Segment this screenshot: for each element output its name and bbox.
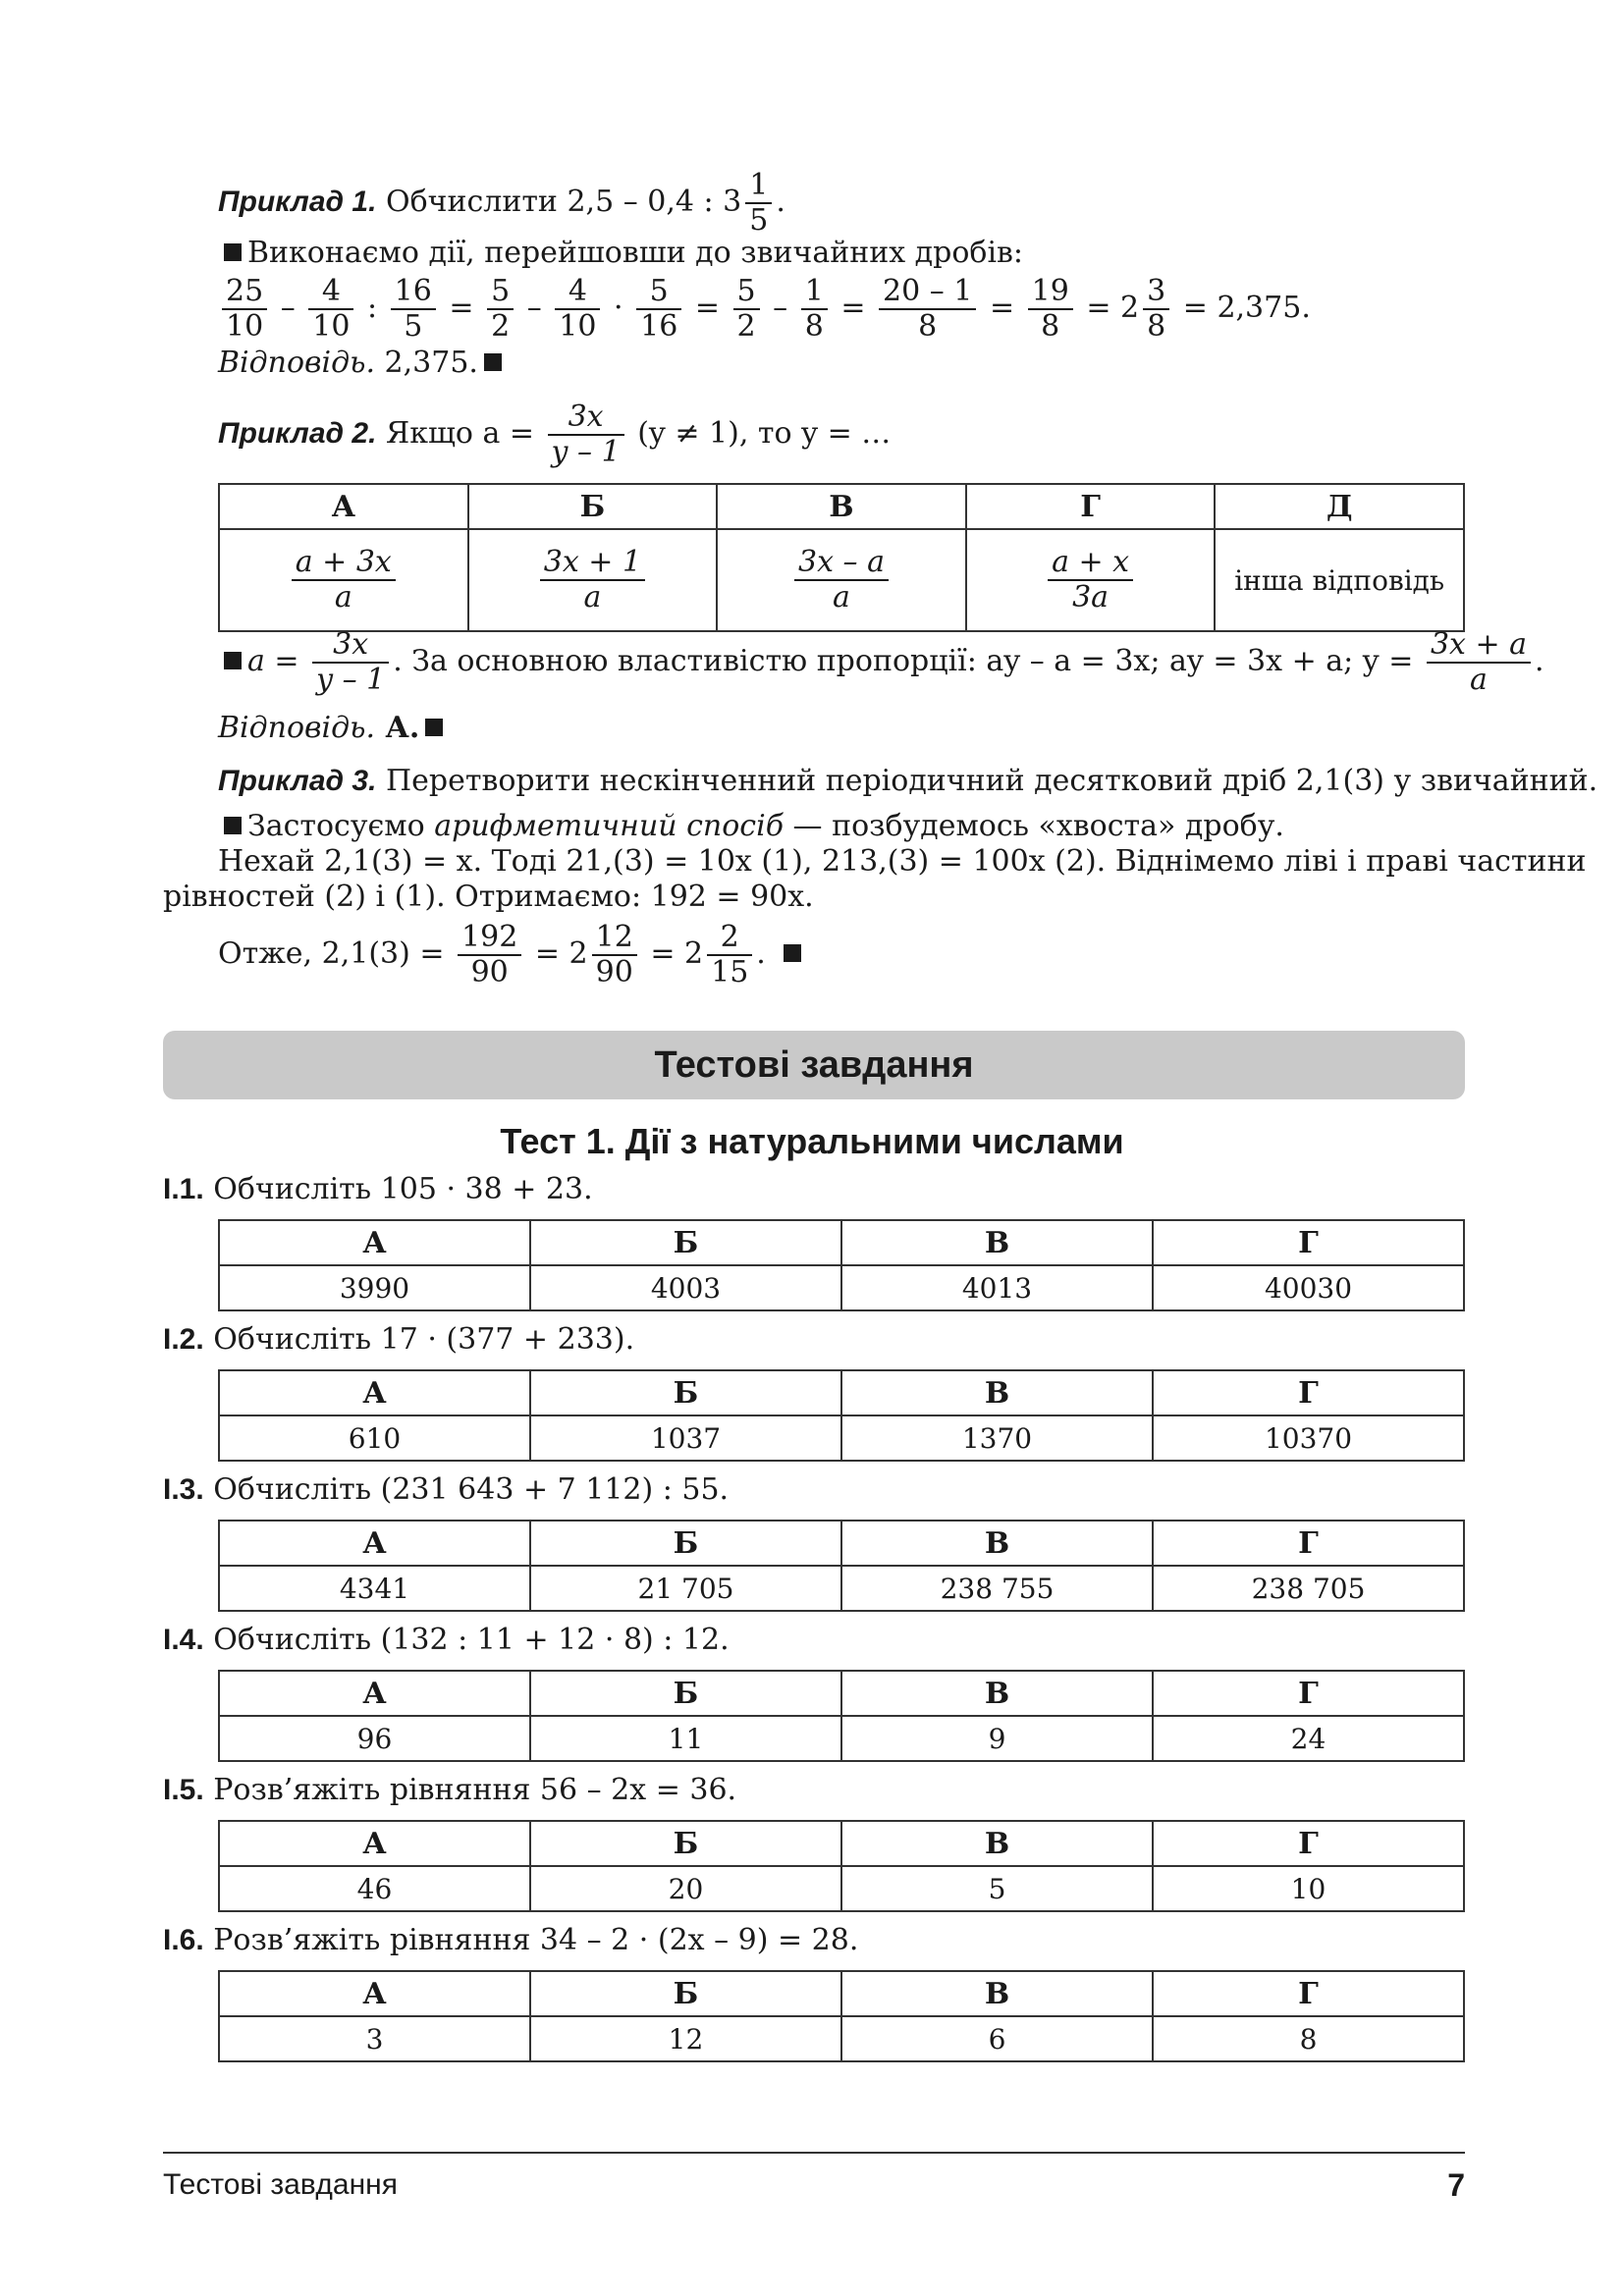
option-header-v: В	[841, 1971, 1153, 2016]
option-a	[219, 529, 468, 631]
question-number: I.4.	[163, 1624, 204, 1656]
solution-start-square-icon	[224, 817, 242, 834]
operator: :	[367, 291, 378, 325]
fraction	[312, 628, 389, 697]
fraction	[540, 546, 645, 614]
denominator: y – 1	[316, 663, 386, 697]
solution-start-square-icon	[224, 652, 242, 669]
option-value-g: 10	[1153, 1866, 1464, 1911]
option-header-a: А	[219, 1220, 530, 1265]
solution-end-square-icon	[484, 353, 502, 371]
operator: ·	[614, 291, 623, 325]
option-header-g: Г	[1153, 1971, 1464, 2016]
operator: =	[989, 291, 1015, 325]
fraction	[487, 275, 514, 344]
example-2-solution	[218, 628, 1544, 697]
answer-value: 2,375.	[374, 346, 478, 380]
fraction	[308, 275, 353, 344]
question-1	[163, 1170, 593, 1209]
option-header-a: А	[219, 484, 468, 529]
operator: =	[449, 291, 474, 325]
numerator: 3x + 1	[540, 546, 645, 581]
option-d: інша відповідь	[1215, 529, 1464, 631]
fraction	[879, 275, 976, 344]
option-g	[966, 529, 1216, 631]
answer-label: Відповідь.	[218, 346, 375, 380]
option-header-b: Б	[530, 1220, 841, 1265]
operator: =	[694, 291, 720, 325]
option-value-g: 238 705	[1153, 1566, 1464, 1611]
option-header-d: Д	[1215, 484, 1464, 529]
option-header-b: Б	[530, 1671, 841, 1716]
option-value-b: 11	[530, 1716, 841, 1761]
numerator: 20 – 1	[879, 275, 976, 310]
denominator: 2	[491, 309, 511, 344]
option-header-v: В	[841, 1370, 1153, 1415]
denominator: 8	[1147, 309, 1166, 344]
method-name: арифметичний спосіб	[434, 809, 785, 843]
numerator: 16	[391, 275, 436, 310]
example-2-label: Приклад 2.	[218, 417, 377, 450]
numerator: 3x + a	[1427, 628, 1531, 664]
example-1-solution-intro	[218, 234, 1023, 273]
intro-text-end: — позбудемось «хвоста» дробу.	[784, 809, 1284, 843]
conclusion-prefix: Отже, 2,1(3) =	[218, 936, 455, 971]
operator: = 2	[1086, 291, 1140, 325]
option-header-b: Б	[468, 484, 718, 529]
option-header-a: А	[219, 1971, 530, 2016]
option-value-b: 20	[530, 1866, 841, 1911]
option-header-b: Б	[530, 1370, 841, 1415]
numerator: 2	[707, 921, 752, 956]
numerator: 3x	[312, 628, 389, 664]
denominator: 15	[711, 955, 749, 989]
question-number: I.2.	[163, 1323, 204, 1356]
denominator: 5	[404, 309, 423, 344]
option-header-a: А	[219, 1370, 530, 1415]
option-header-v: В	[841, 1671, 1153, 1716]
numerator: 12	[592, 921, 637, 956]
option-header-a: А	[219, 1671, 530, 1716]
question-4-answer-table	[218, 1670, 1465, 1762]
denominator: 10	[312, 309, 351, 344]
fraction	[1143, 275, 1169, 344]
denominator: 5	[749, 203, 769, 238]
numerator: 4	[555, 275, 600, 310]
example-3-task	[218, 762, 1597, 801]
question-text: Обчисліть (231 643 + 7 112) : 55.	[203, 1472, 730, 1507]
denominator: 8	[804, 309, 824, 344]
example-3-solution-intro	[218, 807, 1284, 846]
numerator: 3	[1143, 275, 1169, 310]
example-1-label: Приклад 1.	[218, 186, 377, 218]
option-value-b: 1037	[530, 1415, 841, 1461]
option-value-b: 4003	[530, 1265, 841, 1310]
option-b	[468, 529, 718, 631]
numerator: 3x – a	[794, 546, 889, 581]
question-2-answer-table	[218, 1369, 1465, 1462]
denominator: 8	[1041, 309, 1060, 344]
option-header-g: Г	[1153, 1370, 1464, 1415]
question-5	[163, 1771, 736, 1810]
option-value-v: 238 755	[841, 1566, 1153, 1611]
option-value-g: 40030	[1153, 1265, 1464, 1310]
question-4	[163, 1621, 730, 1660]
numerator: 5	[487, 275, 514, 310]
option-header-a: А	[219, 1821, 530, 1866]
example-1-answer	[218, 344, 508, 383]
question-6-answer-table	[218, 1970, 1465, 2062]
task-text: Якщо a =	[385, 416, 544, 451]
example-3-line-2: рівностей (2) і (1). Отримаємо: 192 = 90x.	[163, 880, 814, 914]
denominator: 10	[226, 309, 264, 344]
denominator: 3a	[1072, 580, 1110, 614]
option-header-b: Б	[530, 1521, 841, 1566]
option-value-b: 12	[530, 2016, 841, 2061]
example-3-conclusion	[218, 921, 807, 989]
example-3-label: Приклад 3.	[218, 765, 377, 797]
option-header-v: В	[717, 484, 966, 529]
operator: =	[840, 291, 866, 325]
example-2-task	[218, 400, 891, 469]
option-header-g: Г	[1153, 1220, 1464, 1265]
fraction	[458, 921, 521, 989]
option-value-a: 96	[219, 1716, 530, 1761]
numerator: 19	[1028, 275, 1073, 310]
option-header-g: Г	[1153, 1521, 1464, 1566]
section-banner: Тестові завдання	[163, 1031, 1465, 1099]
option-header-a: А	[219, 1521, 530, 1566]
question-5-answer-table	[218, 1820, 1465, 1912]
question-3-answer-table	[218, 1520, 1465, 1612]
task-text: Перетворити нескінченний періодичний десятковий дріб 2,1(3) у звичайний.	[376, 764, 1598, 798]
result: = 2,375.	[1182, 291, 1311, 325]
question-number: I.1.	[163, 1173, 204, 1205]
denominator: a	[1470, 663, 1488, 697]
option-value-a: 46	[219, 1866, 530, 1911]
solution-end-square-icon	[425, 719, 443, 736]
question-number: I.5.	[163, 1774, 204, 1806]
solution-end-square-icon	[784, 944, 801, 962]
fraction	[1427, 628, 1531, 697]
question-number: I.6.	[163, 1924, 204, 1956]
option-header-v: В	[841, 1821, 1153, 1866]
option-value-v: 6	[841, 2016, 1153, 2061]
option-value-g: 10370	[1153, 1415, 1464, 1461]
option-value-a: 610	[219, 1415, 530, 1461]
question-3	[163, 1470, 729, 1510]
numerator: 1	[801, 275, 828, 310]
option-header-b: Б	[530, 1821, 841, 1866]
option-header-g: Г	[1153, 1821, 1464, 1866]
option-value-g: 24	[1153, 1716, 1464, 1761]
operator: –	[773, 291, 788, 325]
fraction	[391, 275, 436, 344]
numerator: 192	[458, 921, 521, 956]
example-2-answer	[218, 709, 449, 748]
denominator: a	[833, 580, 850, 614]
example-1-task: Приклад 1. Обчислити 2,5 – 0,4 : 3 $\frac{1}{5}$ .	[218, 168, 785, 238]
denominator: a	[583, 580, 602, 614]
option-header-v: В	[841, 1220, 1153, 1265]
fraction	[555, 275, 600, 344]
question-text: Обчисліть 17 · (377 + 233).	[203, 1322, 635, 1357]
fraction	[292, 546, 396, 614]
solution-end: .	[1535, 644, 1544, 678]
denominator: 16	[640, 309, 678, 344]
denominator: 90	[470, 955, 509, 989]
fraction	[1048, 546, 1133, 614]
option-value-a: 3	[219, 2016, 530, 2061]
solution-start-square-icon	[224, 243, 242, 261]
solution-text: . За основною властивістю пропорції: ay – a = 3x; ay = 3x + a; y =	[393, 644, 1423, 678]
option-v	[717, 529, 966, 631]
question-text: Обчисліть (132 : 11 + 12 · 8) : 12.	[203, 1623, 730, 1657]
example-1-steps	[218, 275, 1311, 344]
question-6	[163, 1921, 858, 1960]
mixed-number	[723, 169, 776, 238]
numerator: 5	[733, 275, 760, 310]
intro-text: Застосуємо	[247, 809, 435, 843]
whole-part: 3	[723, 185, 742, 219]
option-header-v: В	[841, 1521, 1153, 1566]
option-value-v: 4013	[841, 1265, 1153, 1310]
numerator: 5	[636, 275, 681, 310]
option-value-v: 1370	[841, 1415, 1153, 1461]
solution-intro-text: Виконаємо дії, перейшовши до звичайних дробів:	[247, 236, 1024, 270]
fraction	[592, 921, 637, 989]
test-title: Тест 1. Дії з натуральними числами	[500, 1121, 1124, 1161]
question-number: I.3.	[163, 1473, 204, 1506]
option-header-g: Г	[966, 484, 1216, 529]
option-value-a: 3990	[219, 1265, 530, 1310]
example-2-answer-table	[218, 483, 1465, 632]
option-value-v: 9	[841, 1716, 1153, 1761]
example-1-task-text: Обчислити 2,5 – 0,4 :	[385, 185, 724, 219]
fraction	[1028, 275, 1073, 344]
question-text: Розв’яжіть рівняння 34 – 2 · (2x – 9) = 28.	[203, 1923, 859, 1957]
numerator: 3x	[548, 400, 624, 436]
fraction	[794, 546, 889, 614]
example-3-line-1: Нехай 2,1(3) = x. Тоді 21,(3) = 10x (1), 213,(3) = 100x (2). Віднімемо ліві і праві частини	[218, 844, 1587, 879]
option-header-g: Г	[1153, 1671, 1464, 1716]
footer-section-name: Тестові завдання	[163, 2168, 398, 2201]
answer-value: А.	[374, 711, 420, 745]
task-suffix: (y ≠ 1), то y = …	[627, 416, 892, 451]
operator: –	[280, 291, 296, 325]
solution-prefix: a =	[247, 644, 309, 678]
footer-divider	[163, 2152, 1465, 2154]
numerator: 1	[745, 169, 772, 204]
fraction	[636, 275, 681, 344]
denominator: 2	[736, 309, 756, 344]
denominator: 10	[559, 309, 597, 344]
option-value-a: 4341	[219, 1566, 530, 1611]
operator: = 2	[650, 936, 704, 971]
fraction	[548, 400, 624, 469]
fraction	[707, 921, 752, 989]
option-value-b: 21 705	[530, 1566, 841, 1611]
denominator: y – 1	[551, 435, 621, 469]
fraction	[801, 275, 828, 344]
fraction	[222, 275, 267, 344]
question-text: Розв’яжіть рівняння 56 – 2x = 36.	[203, 1773, 737, 1807]
numerator: 25	[222, 275, 267, 310]
page-number: 7	[1447, 2167, 1465, 2203]
numerator: 4	[308, 275, 353, 310]
operator: = 2	[534, 936, 588, 971]
answer-label: Відповідь.	[218, 711, 375, 745]
question-2	[163, 1320, 634, 1360]
denominator: a	[334, 580, 352, 614]
option-value-g: 8	[1153, 2016, 1464, 2061]
fraction	[733, 275, 760, 344]
numerator: a + x	[1048, 546, 1133, 581]
denominator: 8	[918, 309, 938, 344]
numerator: a + 3x	[292, 546, 396, 581]
question-1-answer-table	[218, 1219, 1465, 1311]
operator: –	[526, 291, 542, 325]
denominator: 90	[595, 955, 633, 989]
question-text: Обчисліть 105 · 38 + 23.	[203, 1172, 593, 1206]
fraction	[745, 169, 772, 238]
conclusion-end: .	[756, 936, 766, 971]
option-header-b: Б	[530, 1971, 841, 2016]
option-value-v: 5	[841, 1866, 1153, 1911]
